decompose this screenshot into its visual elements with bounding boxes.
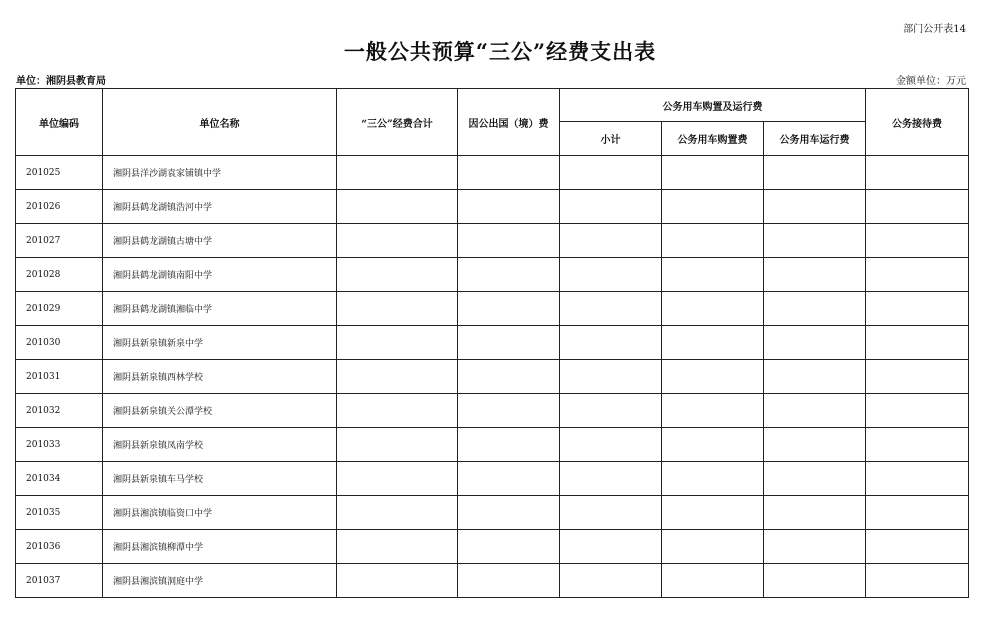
unit-name: 湘阴县新泉镇关公潭学校 [103, 394, 337, 428]
cell-abroad [458, 292, 560, 326]
cell-operation [764, 394, 866, 428]
reporting-unit: 单位：湘阴县教育局 [16, 76, 106, 87]
header-purchase: 公务用车购置费 [662, 122, 764, 156]
cell-total [337, 360, 458, 394]
cell-total [337, 156, 458, 190]
cell-purchase [662, 462, 764, 496]
cell-operation [764, 224, 866, 258]
cell-purchase [662, 292, 764, 326]
unit-code: 201026 [16, 190, 103, 224]
cell-subtotal [560, 564, 662, 598]
cell-total [337, 394, 458, 428]
cell-purchase [662, 326, 764, 360]
header-reception: 公务接待费 [866, 89, 969, 156]
header-code: 单位编码 [16, 89, 103, 156]
cell-subtotal [560, 190, 662, 224]
unit-code: 201037 [16, 564, 103, 598]
cell-reception [866, 530, 969, 564]
form-number: 部门公开表14 [903, 24, 966, 35]
cell-reception [866, 394, 969, 428]
cell-subtotal [560, 428, 662, 462]
amount-unit: 金额单位：万元 [896, 76, 966, 87]
unit-code: 201035 [16, 496, 103, 530]
unit-code: 201025 [16, 156, 103, 190]
unit-name: 湘阴县新泉镇车马学校 [103, 462, 337, 496]
cell-operation [764, 292, 866, 326]
cell-total [337, 496, 458, 530]
cell-reception [866, 326, 969, 360]
table-row [16, 462, 969, 496]
unit-code: 201031 [16, 360, 103, 394]
cell-subtotal [560, 530, 662, 564]
cell-purchase [662, 224, 764, 258]
cell-reception [866, 496, 969, 530]
cell-total [337, 462, 458, 496]
table-row [16, 564, 969, 598]
cell-reception [866, 156, 969, 190]
unit-name: 湘阴县鹤龙湖镇湘临中学 [103, 292, 337, 326]
header-name: 单位名称 [103, 89, 337, 156]
cell-operation [764, 326, 866, 360]
header-abroad: 因公出国（境）费 [458, 89, 560, 156]
header-vehicle-group: 公务用车购置及运行费 [560, 89, 866, 122]
table-row [16, 326, 969, 360]
cell-reception [866, 360, 969, 394]
unit-name: 湘阴县新泉镇西林学校 [103, 360, 337, 394]
cell-purchase [662, 190, 764, 224]
unit-code: 201032 [16, 394, 103, 428]
cell-abroad [458, 326, 560, 360]
cell-operation [764, 462, 866, 496]
cell-operation [764, 156, 866, 190]
unit-name: 湘阴县湘滨镇柳潭中学 [103, 530, 337, 564]
page-title: 一般公共预算“三公”经费支出表 [343, 39, 657, 64]
table-row [16, 224, 969, 258]
cell-subtotal [560, 360, 662, 394]
cell-subtotal [560, 496, 662, 530]
cell-abroad [458, 224, 560, 258]
cell-reception [866, 258, 969, 292]
unit-code: 201027 [16, 224, 103, 258]
cell-reception [866, 462, 969, 496]
cell-total [337, 292, 458, 326]
cell-reception [866, 292, 969, 326]
header-operation: 公务用车运行费 [764, 122, 866, 156]
cell-reception [866, 224, 969, 258]
cell-abroad [458, 462, 560, 496]
cell-subtotal [560, 292, 662, 326]
cell-abroad [458, 496, 560, 530]
unit-name: 湘阴县湘滨镇洞庭中学 [103, 564, 337, 598]
table-row [16, 190, 969, 224]
unit-name: 湘阴县鹤龙湖镇浩河中学 [103, 190, 337, 224]
table-row [16, 258, 969, 292]
cell-abroad [458, 428, 560, 462]
cell-subtotal [560, 326, 662, 360]
cell-abroad [458, 360, 560, 394]
header-total: “三公”经费合计 [337, 89, 458, 156]
cell-abroad [458, 258, 560, 292]
cell-operation [764, 428, 866, 462]
cell-reception [866, 564, 969, 598]
cell-subtotal [560, 462, 662, 496]
table-row [16, 360, 969, 394]
unit-code: 201036 [16, 530, 103, 564]
unit-code: 201029 [16, 292, 103, 326]
cell-purchase [662, 156, 764, 190]
cell-abroad [458, 530, 560, 564]
cell-abroad [458, 564, 560, 598]
unit-code: 201034 [16, 462, 103, 496]
cell-abroad [458, 394, 560, 428]
unit-name: 湘阴县鹤龙湖镇古塘中学 [103, 224, 337, 258]
cell-reception [866, 190, 969, 224]
cell-subtotal [560, 224, 662, 258]
cell-subtotal [560, 258, 662, 292]
unit-code: 201028 [16, 258, 103, 292]
unit-name: 湘阴县鹤龙湖镇南阳中学 [103, 258, 337, 292]
unit-name: 湘阴县湘滨镇临资口中学 [103, 496, 337, 530]
cell-operation [764, 564, 866, 598]
unit-name: 湘阴县洋沙湖袁家铺镇中学 [103, 156, 337, 190]
table-row [16, 428, 969, 462]
cell-operation [764, 190, 866, 224]
unit-name: 湘阴县新泉镇凤南学校 [103, 428, 337, 462]
cell-purchase [662, 530, 764, 564]
table-row [16, 496, 969, 530]
cell-operation [764, 360, 866, 394]
cell-total [337, 564, 458, 598]
cell-abroad [458, 190, 560, 224]
expense-table [15, 88, 969, 598]
header-subtotal: 小计 [560, 122, 662, 156]
cell-purchase [662, 258, 764, 292]
cell-subtotal [560, 394, 662, 428]
table-row [16, 156, 969, 190]
cell-total [337, 190, 458, 224]
cell-total [337, 530, 458, 564]
cell-operation [764, 530, 866, 564]
cell-total [337, 258, 458, 292]
cell-operation [764, 258, 866, 292]
cell-purchase [662, 428, 764, 462]
unit-code: 201033 [16, 428, 103, 462]
cell-abroad [458, 156, 560, 190]
cell-purchase [662, 496, 764, 530]
cell-purchase [662, 394, 764, 428]
cell-subtotal [560, 156, 662, 190]
cell-total [337, 224, 458, 258]
cell-total [337, 326, 458, 360]
cell-total [337, 428, 458, 462]
cell-reception [866, 428, 969, 462]
cell-purchase [662, 360, 764, 394]
unit-name: 湘阴县新泉镇新泉中学 [103, 326, 337, 360]
table-row [16, 530, 969, 564]
cell-purchase [662, 564, 764, 598]
table-body [16, 156, 969, 598]
table-row [16, 394, 969, 428]
cell-operation [764, 496, 866, 530]
table-row [16, 292, 969, 326]
unit-code: 201030 [16, 326, 103, 360]
